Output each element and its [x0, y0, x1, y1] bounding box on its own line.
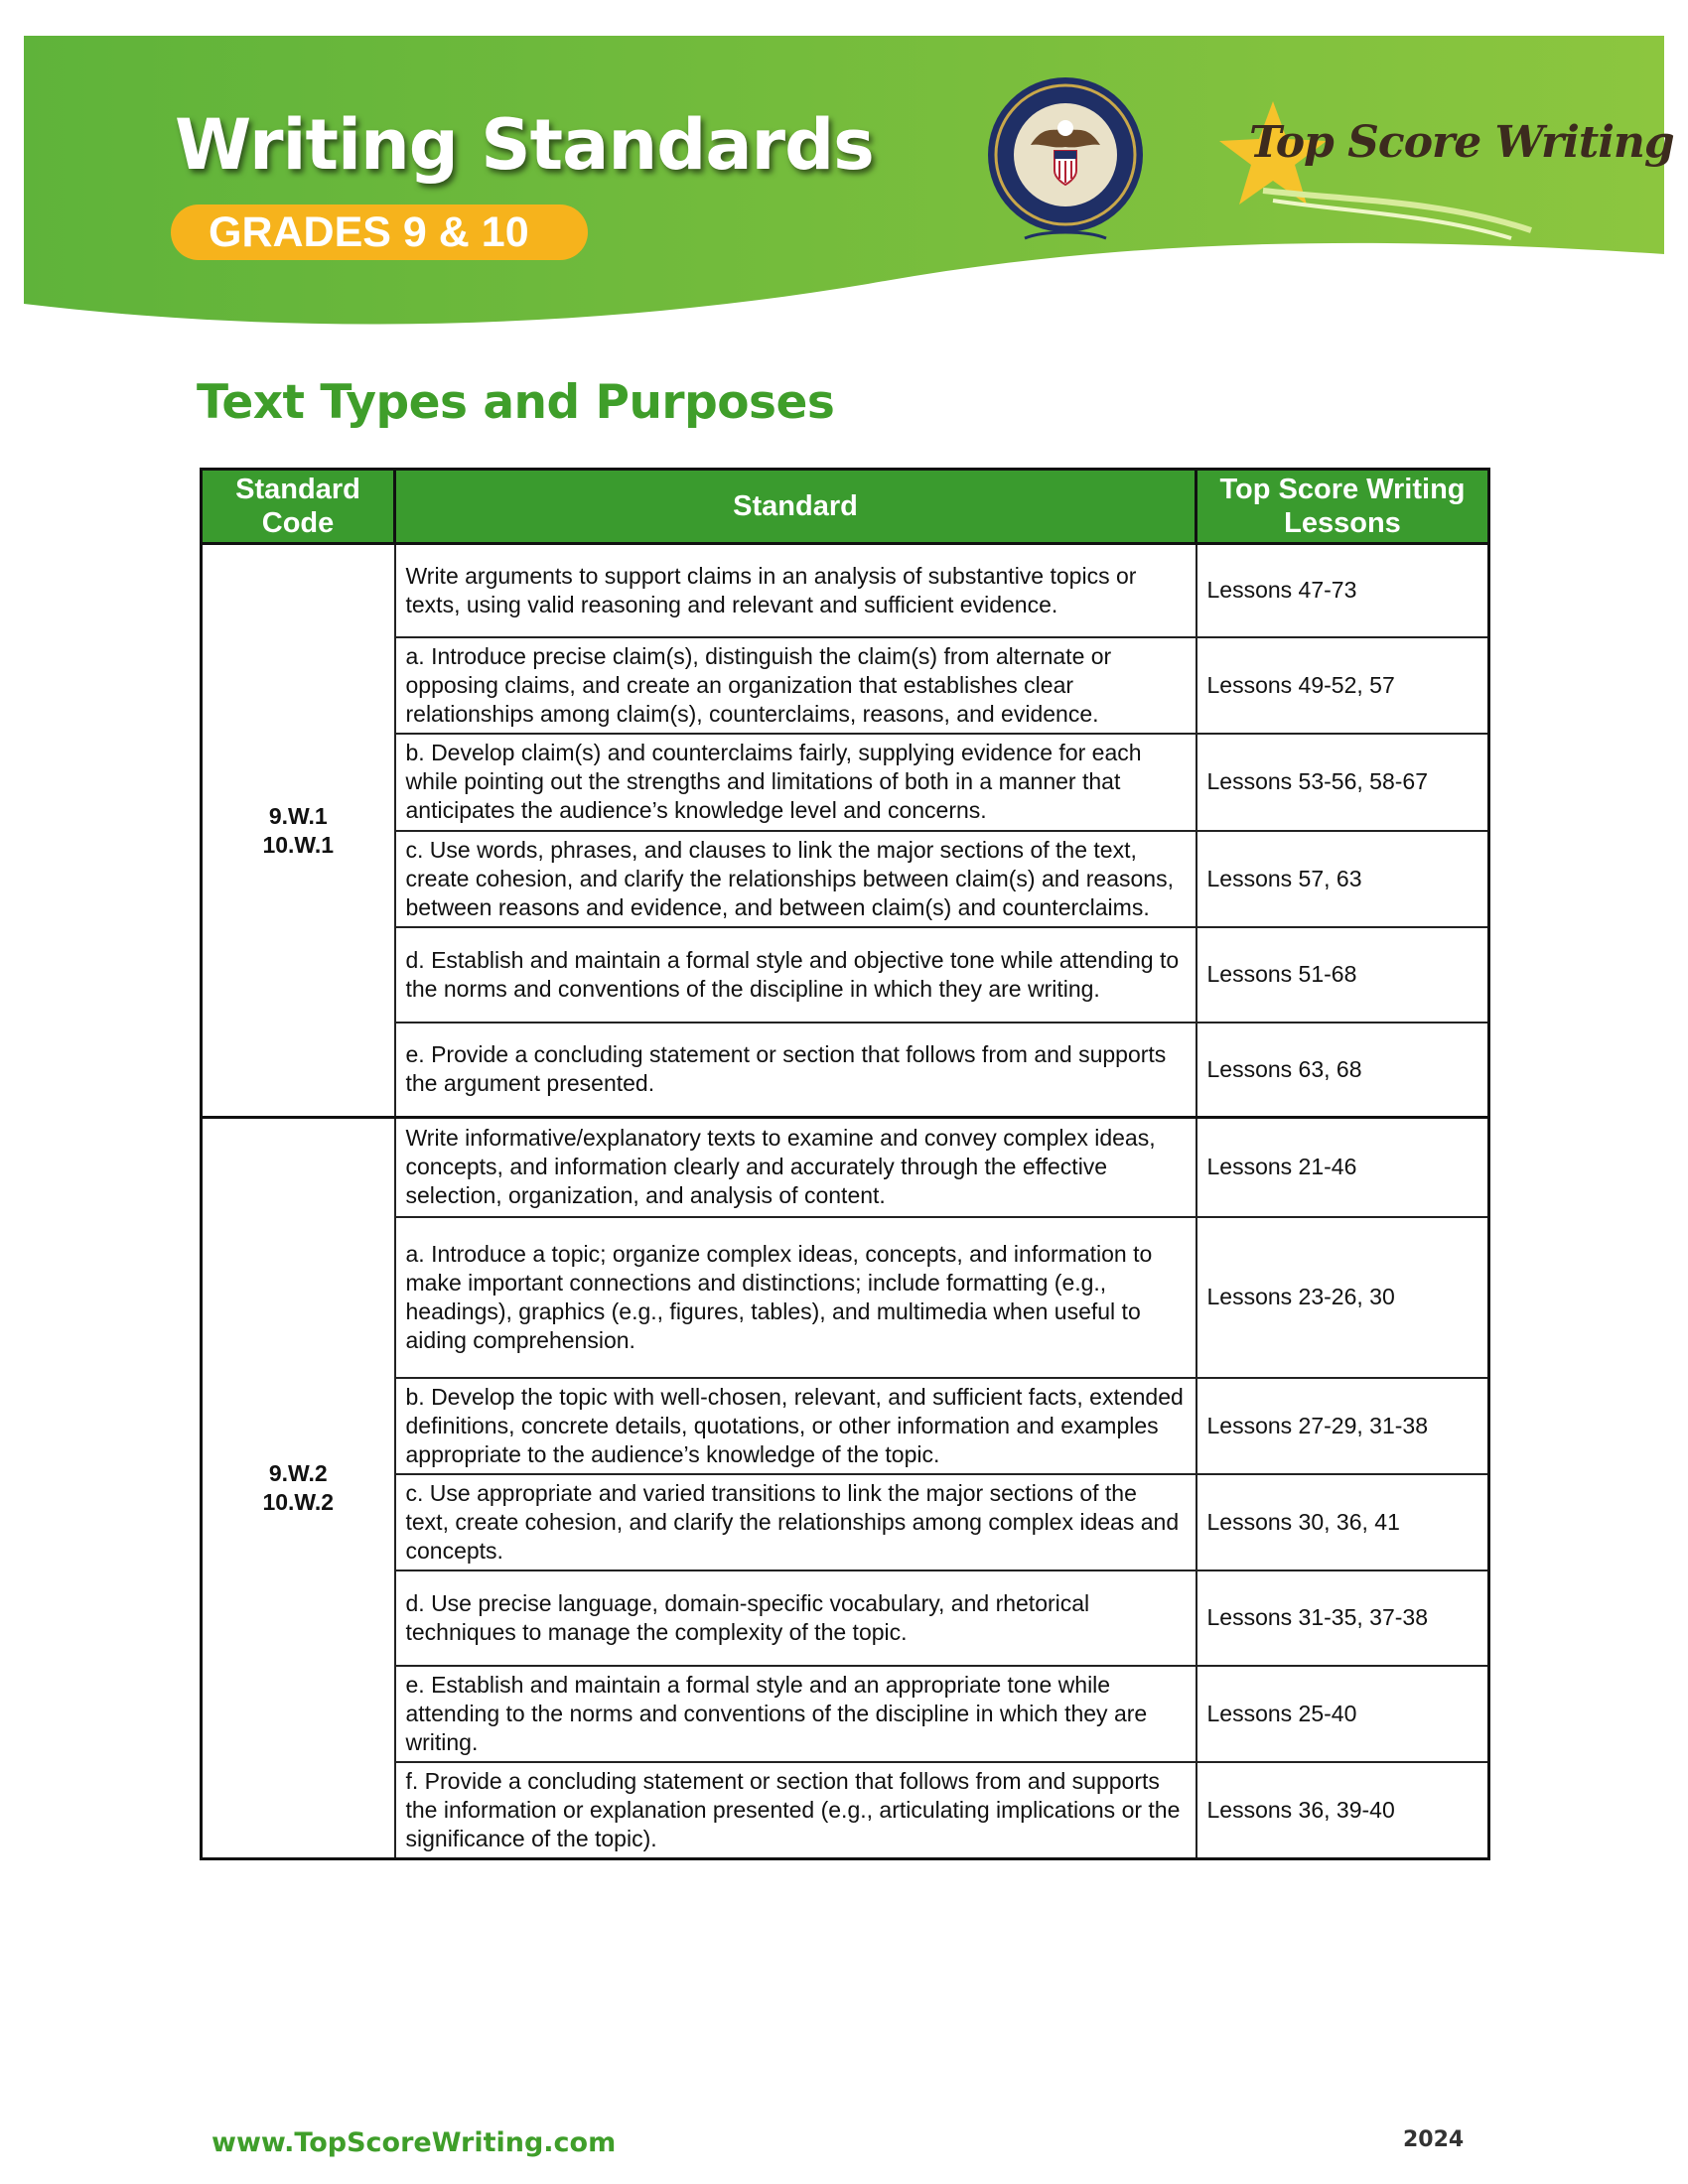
lessons-cell: Lessons 57, 63 [1196, 831, 1489, 927]
standard-text: c. Use words, phrases, and clauses to link the major sections of the text, create cohesion, and clarify the relationships between claim(s) and reasons, between reasons and evidence, and between claim(s) and counterclaims. [395, 831, 1196, 927]
table-row [202, 1118, 1489, 1217]
lessons-cell: Lessons 25-40 [1196, 1666, 1489, 1762]
brand-name: Top Score Writing [1249, 117, 1674, 168]
table-row [202, 1666, 1489, 1762]
grade-badge: GRADES 9 & 10 [171, 205, 588, 260]
footer-website-link[interactable]: www.TopScoreWriting.com [211, 2127, 617, 2158]
standard-code: 10.W.2 [262, 1488, 335, 1515]
standard-text: a. Introduce precise claim(s), distinguish the claim(s) from alternate or opposing claims, and create an organization that establishes clear relationships among claim(s), counterclaims, reasons, and evidence. [395, 637, 1196, 734]
standard-code: 9.W.1 [268, 802, 328, 829]
lessons-cell: Lessons 21-46 [1196, 1118, 1489, 1217]
table-row [202, 927, 1489, 1023]
standard-text: e. Establish and maintain a formal style and an appropriate tone while attending to the norms and conventions of the discipline in which they are writing. [395, 1666, 1196, 1762]
lessons-cell: Lessons 63, 68 [1196, 1023, 1489, 1118]
lessons-cell: Lessons 51-68 [1196, 927, 1489, 1023]
lessons-cell: Lessons 27-29, 31-38 [1196, 1378, 1489, 1474]
section-title: Text Types and Purposes [197, 375, 835, 430]
lessons-cell: Lessons 47-73 [1196, 544, 1489, 637]
table-row [202, 1217, 1489, 1378]
standard-text: b. Develop the topic with well‐chosen, relevant, and sufficient facts, extended definitions, concrete details, quotations, or other information and examples appropriate to the audience’s knowledge of the topic. [395, 1378, 1196, 1474]
standard-text: c. Use appropriate and varied transitions to link the major sections of the text, create cohesion, and clarify the relationships among complex ideas and concepts. [395, 1474, 1196, 1570]
standard-text: e. Provide a concluding statement or section that follows from and supports the argument presented. [395, 1023, 1196, 1118]
standard-code-cell [202, 1118, 395, 1859]
footer-year: 2024 [1403, 2127, 1465, 2152]
standard-text: Write arguments to support claims in an analysis of substantive topics or texts, using valid reasoning and relevant and sufficient evidence. [395, 544, 1196, 637]
table-row [202, 1570, 1489, 1666]
table-row [202, 637, 1489, 734]
standard-text: a. Introduce a topic; organize complex ideas, concepts, and information to make important connections and distinctions; include formatting (e.g., headings), graphics (e.g., figures, tables), and multimedia when useful to aiding comprehension. [395, 1217, 1196, 1378]
table-row [202, 1378, 1489, 1474]
table-row [202, 1474, 1489, 1570]
standard-code: 10.W.1 [262, 831, 335, 858]
state-seal-logo [985, 73, 1146, 242]
header-lessons: Top Score Writing Lessons [1196, 470, 1489, 544]
lessons-cell: Lessons 36, 39-40 [1196, 1762, 1489, 1859]
lessons-cell: Lessons 53-56, 58-67 [1196, 734, 1489, 831]
lessons-cell: Lessons 30, 36, 41 [1196, 1474, 1489, 1570]
header-standard: Standard [395, 470, 1196, 544]
standard-text: d. Establish and maintain a formal style and objective tone while attending to the norms and conventions of the discipline in which they are writing. [395, 927, 1196, 1023]
standards-table [200, 468, 1490, 1860]
table-row [202, 1023, 1489, 1118]
table-row [202, 734, 1489, 831]
page-title: Writing Standards [175, 104, 874, 186]
standard-text: b. Develop claim(s) and counterclaims fairly, supplying evidence for each while pointing out the strengths and limitations of both in a manner that anticipates the audience’s knowledge level and concerns. [395, 734, 1196, 831]
standard-text: d. Use precise language, domain-specific vocabulary, and rhetorical techniques to manage the complexity of the topic. [395, 1570, 1196, 1666]
standard-code-cell [202, 544, 395, 1118]
table-header-row [202, 470, 1489, 544]
table-row [202, 831, 1489, 927]
standard-text: f. Provide a concluding statement or section that follows from and supports the information or explanation presented (e.g., articulating implications or the significance of the topic). [395, 1762, 1196, 1859]
standard-text: Write informative/explanatory texts to examine and convey complex ideas, concepts, and information clearly and accurately through the effective selection, organization, and analysis of content. [395, 1118, 1196, 1217]
lessons-cell: Lessons 23-26, 30 [1196, 1217, 1489, 1378]
lessons-cell: Lessons 31-35, 37-38 [1196, 1570, 1489, 1666]
header-standard-code: Standard Code [202, 470, 395, 544]
table-row [202, 1762, 1489, 1859]
lessons-cell: Lessons 49-52, 57 [1196, 637, 1489, 734]
table-row [202, 544, 1489, 637]
standard-code: 9.W.2 [268, 1459, 328, 1486]
